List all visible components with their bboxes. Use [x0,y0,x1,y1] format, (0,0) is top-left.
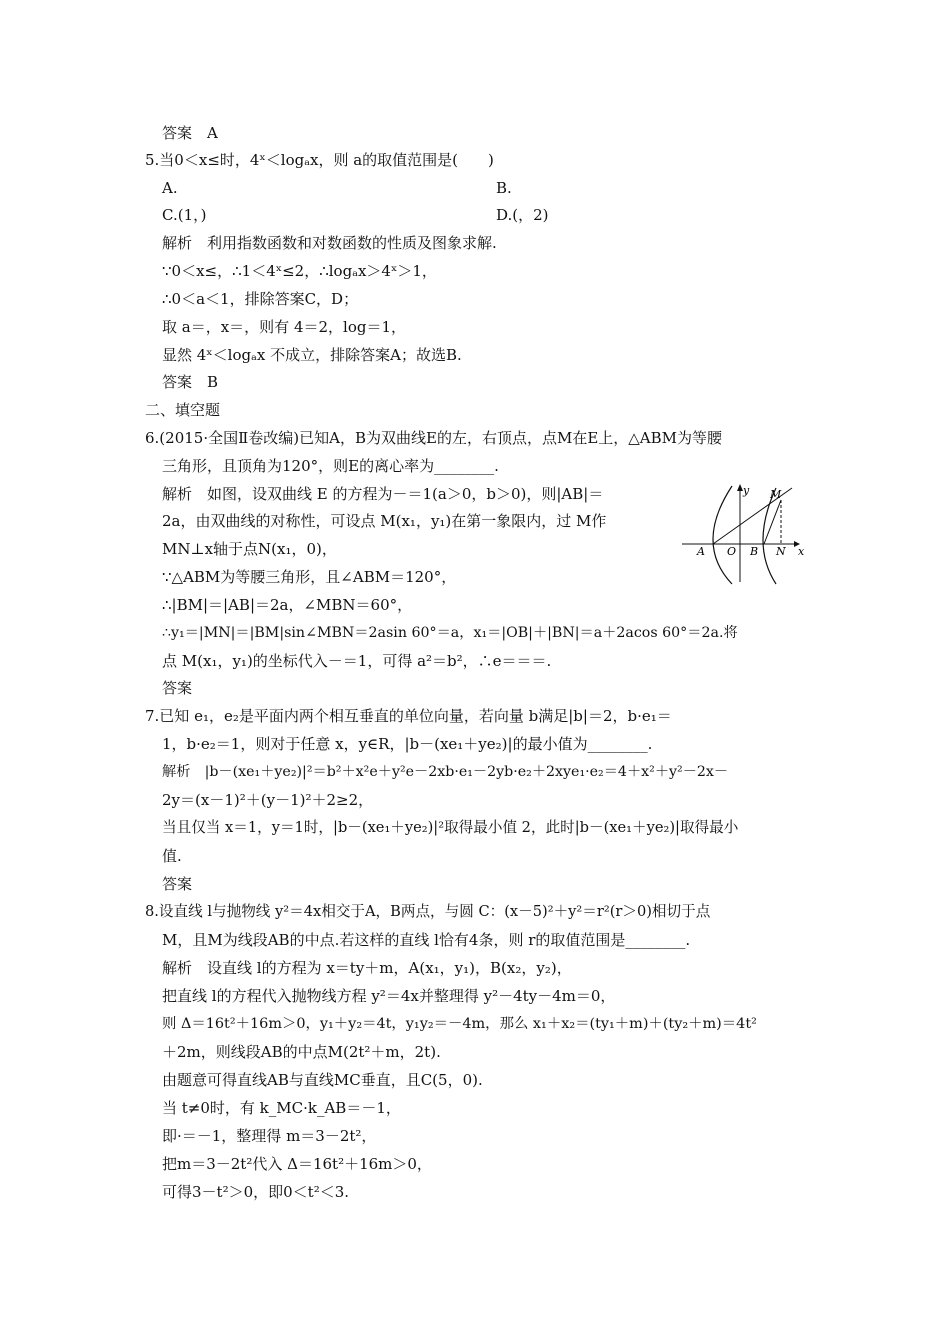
analysis-7-line-4: 值. [162,847,182,865]
label-b: B [750,545,759,558]
option-a: A. [162,179,178,197]
answer-5b: 答案 B [162,373,219,391]
analysis-7-line-3: 当且仅当 x＝1，y＝1时，|b－(xe₁＋ye₂)|²取得最小值 2，此时|b－(xe₁＋ye₂)|取得最小 [162,819,739,836]
label-a: A [697,545,705,558]
analysis-5-line-4: 取 a＝，x＝，则有 4＝2，log＝1， [162,318,407,336]
analysis-7-line-2: 2y＝(x－1)²＋(y－1)²＋2≥2， [162,791,374,809]
answer-5: 答案 A [162,124,218,142]
analysis-8-line-2: 把直线 l的方程代入抛物线方程 y²＝4x并整理得 y²－4ty－4m＝0， [162,987,616,1005]
analysis-7-line-1: 解析 |b－(xe₁＋ye₂)|²＝b²＋x²e＋y²e－2xb·e₁－2yb·e₂＋2xye₁·e₂＝4＋x²＋y²－2x－ [162,764,729,780]
hyperbola-left-branch [713,486,732,584]
analysis-6-line-5: ∴|BM|＝|AB|＝2a，∠MBN＝60°， [162,596,413,614]
label-n: N [776,545,786,558]
question-5: 5.当0＜x≤时，4ˣ＜logₐx，则 a的取值范围是( ) [145,151,494,169]
option-d: D.(，2) [496,206,549,224]
answer-6: 答案 [162,679,193,697]
analysis-6-line-6: ∴y₁＝|MN|＝|BM|sin∠MBN＝2asin 60°＝a，x₁＝|OB|＋|BN|＝a＋2acos 60°＝2a.将 [162,625,738,641]
question-7-line-2: 1，b·e₂＝1，则对于任意 x，y∈R，|b－(xe₁＋ye₂)|的最小值为________. [162,735,653,753]
hyperbola-figure [680,480,810,590]
analysis-5-line-5: 显然 4ˣ＜logₐx 不成立，排除答案A；故选B. [162,346,462,364]
analysis-8-line-1: 解析 设直线 l的方程为 x＝ty＋m，A(x₁，y₁)，B(x₂，y₂)， [162,959,572,977]
analysis-6-line-2: 2a，由双曲线的对称性，可设点 M(x₁，y₁)在第一象限内，过 M作 [162,512,607,530]
analysis-8-line-4: ＋2m，则线段AB的中点M(2t²＋m，2t). [162,1043,441,1061]
section-fill-in: 二、填空题 [145,401,221,419]
hyperbola-right-branch [763,488,776,584]
question-8-line-2: M，且M为线段AB的中点.若这样的直线 l恰有4条，则 r的取值范围是________. [162,931,691,949]
analysis-6-line-1: 解析 如图，设双曲线 E 的方程为－＝1(a＞0，b＞0)，则|AB|＝ [162,485,604,503]
label-m: M [770,488,782,501]
analysis-8-line-9: 可得3－t²＞0，即0＜t²＜3. [162,1183,350,1201]
analysis-8-line-3: 则 Δ＝16t²＋16m＞0，y₁＋y₂＝4t，y₁y₂＝－4m，那么 x₁＋x₂＝(ty₁＋m)＋(ty₂＋m)＝4t² [162,1016,757,1032]
label-y: y [743,484,750,497]
label-o: O [727,545,737,558]
analysis-8-line-8: 把m＝3－2t²代入 Δ＝16t²＋16m＞0， [162,1155,432,1173]
label-x: x [798,545,805,558]
analysis-8-line-5: 由题意可得直线AB与直线MC垂直，且C(5，0). [162,1071,483,1089]
analysis-6-line-7: 点 M(x₁，y₁)的坐标代入－＝1，可得 a²＝b²，∴e＝＝＝. [162,652,552,670]
question-7-line-1: 7.已知 e₁，e₂是平面内两个相互垂直的单位向量，若向量 b满足|b|＝2，b·e₁＝ [145,707,672,725]
answer-7: 答案 [162,875,193,893]
option-b: B. [496,179,512,197]
question-6-line-2: 三角形，且顶角为120°，则E的离心率为________. [162,457,499,475]
analysis-5-line-3: ∴0＜a＜1，排除答案C，D； [162,290,359,308]
question-6-line-1: 6.(2015·全国Ⅱ卷改编)已知A，B为双曲线E的左，右顶点，点M在E上，△ABM为等腰 [145,429,723,447]
analysis-5-line-2: ∵0＜x≤，∴1＜4ˣ≤2，∴logₐx＞4ˣ＞1， [162,262,437,280]
analysis-8-line-6: 当 t≠0时，有 k_MC·k_AB＝－1， [162,1099,401,1117]
option-c: C.(1，) [162,206,207,224]
analysis-5-line-1: 解析 利用指数函数和对数函数的性质及图象求解. [162,234,497,252]
analysis-8-line-7: 即·＝－1，整理得 m＝3－2t²， [162,1127,377,1145]
question-8-line-1: 8.设直线 l与抛物线 y²＝4x相交于A，B两点，与圆 C：(x－5)²＋y²＝r²(r＞0)相切于点 [145,903,711,920]
analysis-6-line-3: MN⊥x轴于点N(x₁，0)， [162,540,337,558]
analysis-6-line-4: ∵△ABM为等腰三角形，且∠ABM＝120°， [162,568,457,586]
